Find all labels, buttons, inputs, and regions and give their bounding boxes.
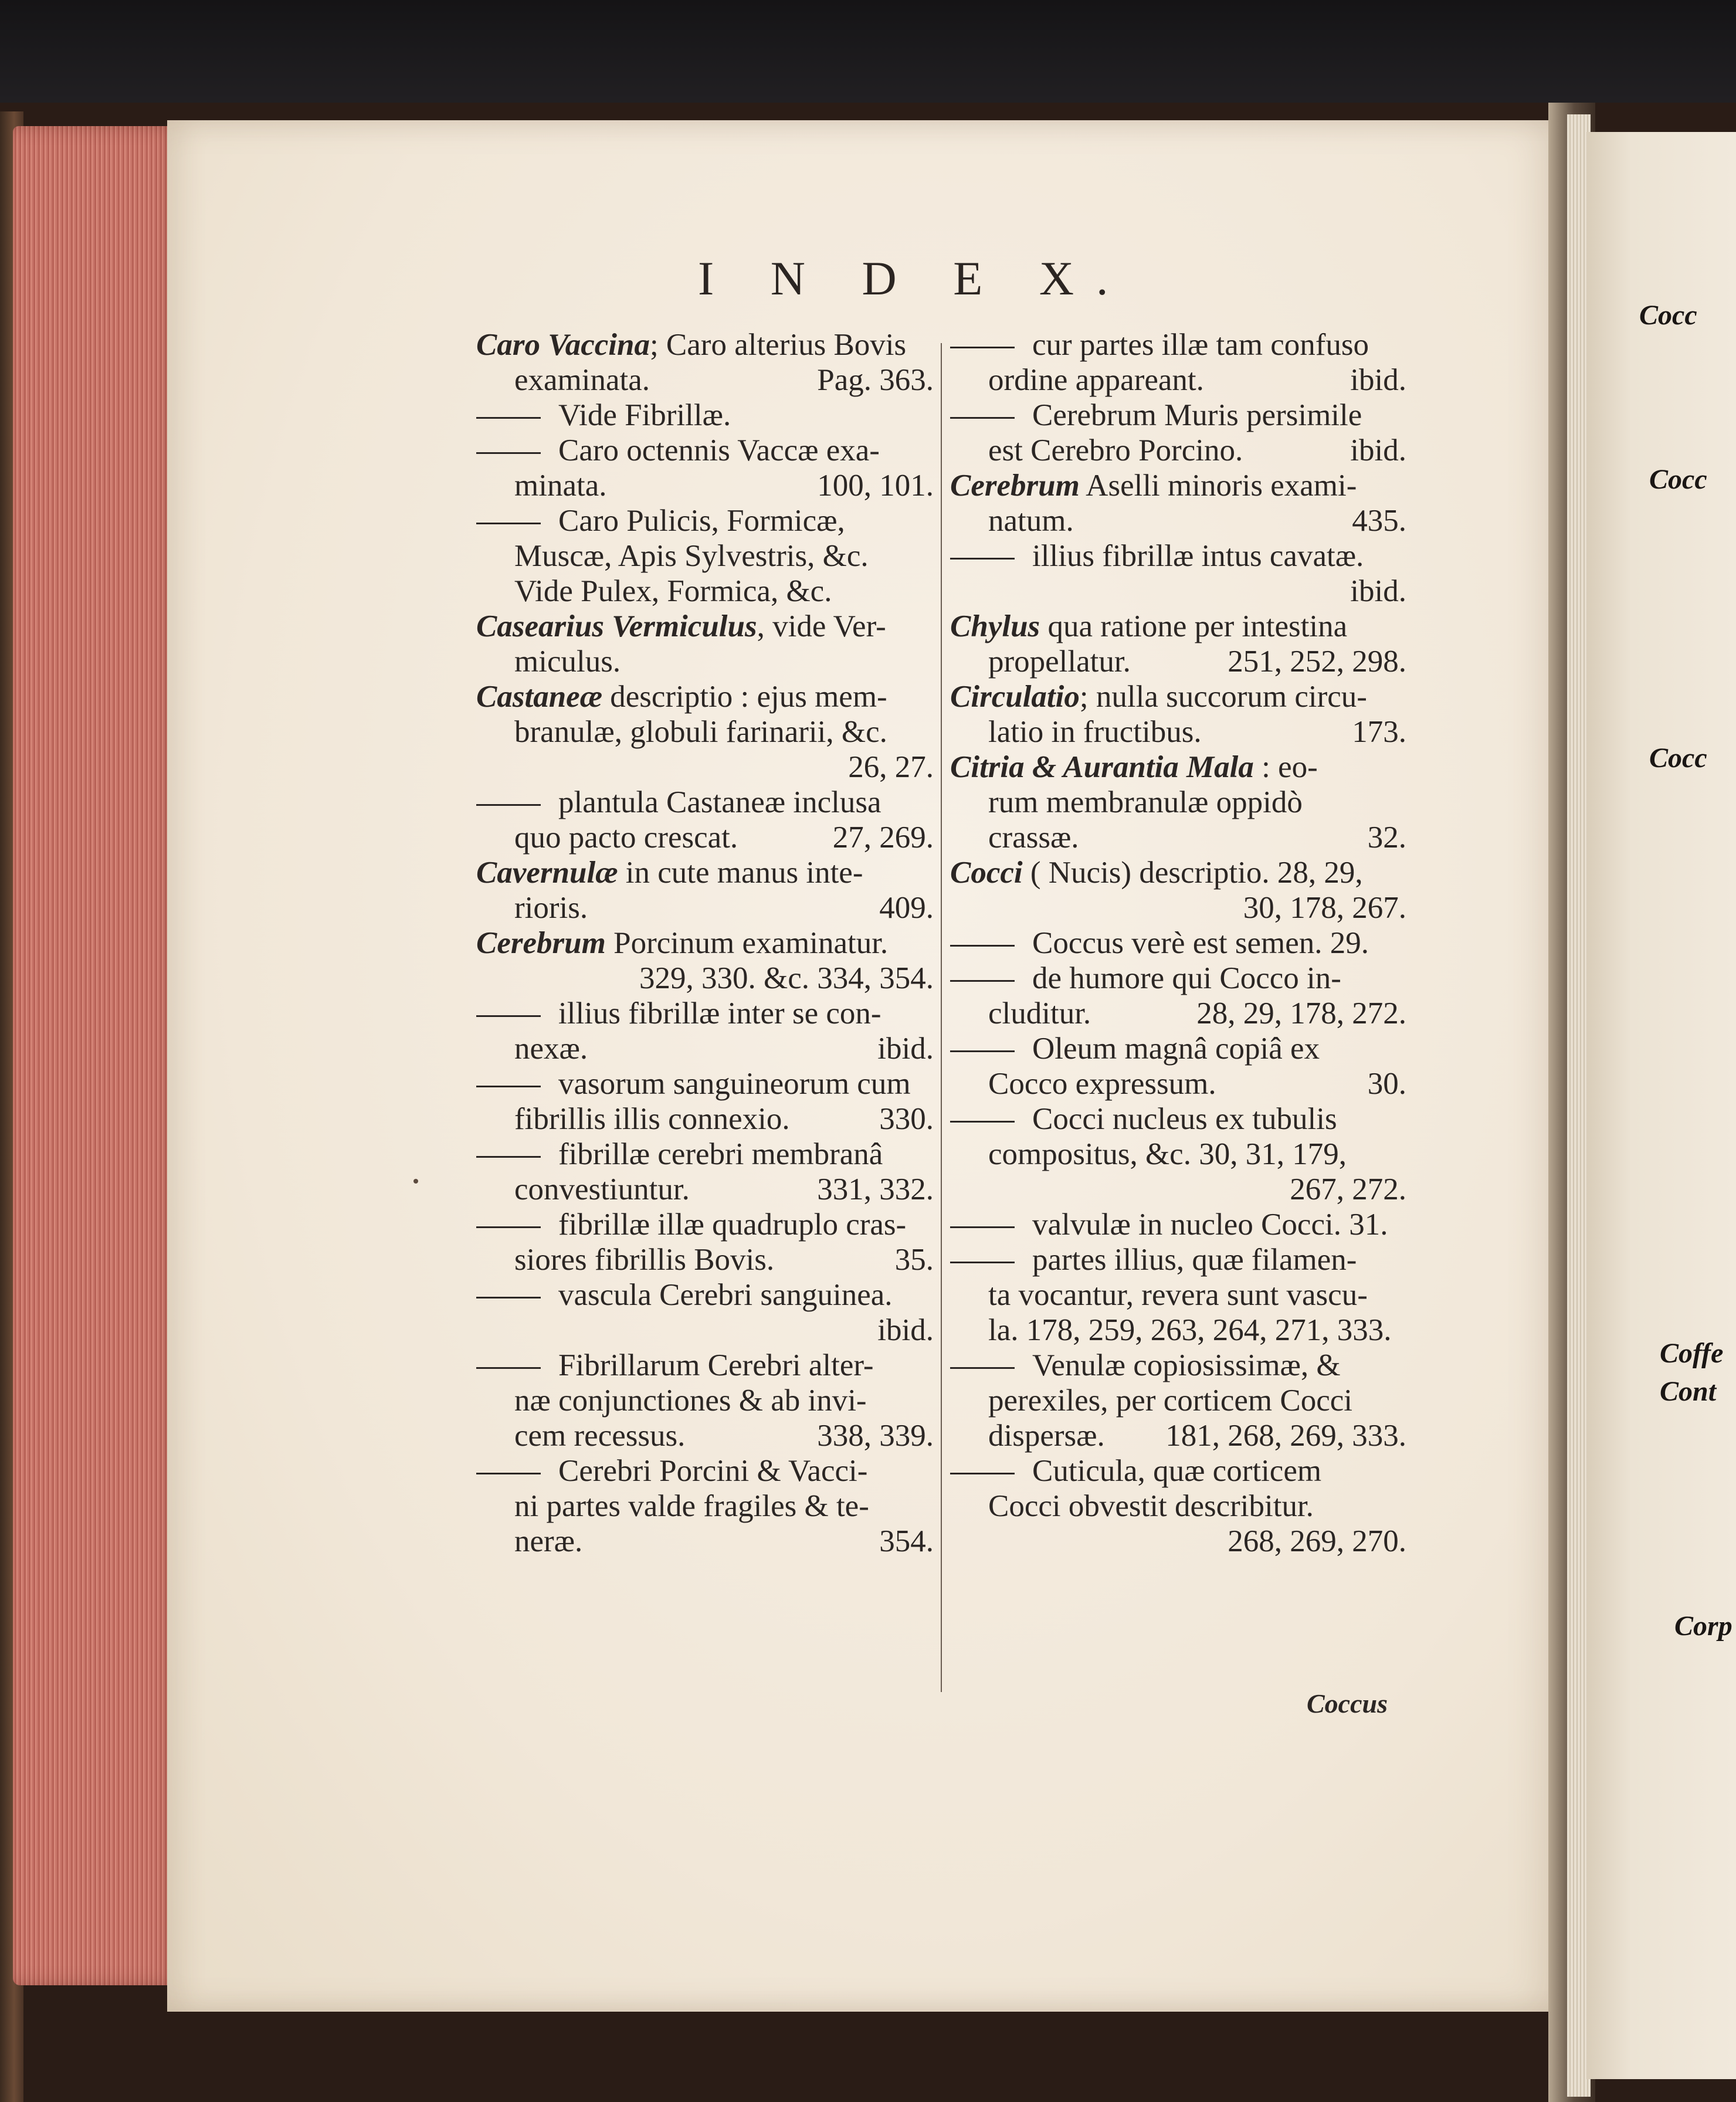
- entry-text: nexæ.: [514, 1032, 588, 1066]
- margin-fragment: Cocc: [1649, 464, 1707, 495]
- entry-text: Cocci obvestit describitur.: [988, 1489, 1314, 1523]
- entry-keyword: Cocci: [950, 856, 1023, 890]
- entry-text: latio in fructibus.: [988, 715, 1202, 749]
- entry-text: Vide Pulex, Formica, &c.: [514, 574, 832, 608]
- index-entry-line: [950, 996, 1406, 1031]
- entry-text: Coccus verè est semen. 29.: [1032, 926, 1369, 960]
- ditto-dash: [950, 417, 1015, 419]
- background-top: [0, 0, 1736, 117]
- ditto-dash: [476, 452, 541, 454]
- index-entry-line: [476, 1031, 934, 1066]
- page-reference: 30.: [1367, 1067, 1406, 1101]
- index-column-right: [950, 327, 1406, 1559]
- page-reference: 26, 27.: [848, 750, 934, 784]
- ditto-dash: [950, 1473, 1015, 1474]
- entry-text: convestiuntur.: [514, 1172, 690, 1206]
- page-reference: 354.: [879, 1524, 934, 1558]
- entry-text: valvulæ in nucleo Cocci. 31.: [1032, 1208, 1388, 1242]
- index-entry-line: [476, 1207, 934, 1242]
- index-entry-line: [476, 679, 934, 714]
- entry-text: compositus, &c. 30, 31, 179,: [988, 1137, 1347, 1171]
- index-entry-line: [476, 1489, 934, 1524]
- entry-text: ni partes valde fragiles & te-: [514, 1489, 869, 1523]
- index-entry-line: [476, 961, 934, 996]
- entry-text: Cocci nucleus ex tubulis: [1032, 1102, 1337, 1136]
- margin-fragment: Cocc: [1639, 300, 1697, 331]
- index-entry-line: [950, 398, 1406, 433]
- index-entry-line: [476, 574, 934, 609]
- ditto-dash: [476, 523, 541, 524]
- entry-text: natum.: [988, 504, 1074, 538]
- index-entry-line: [476, 1524, 934, 1559]
- entry-text: minata.: [514, 469, 607, 503]
- entry-keyword: Cavernulæ: [476, 856, 618, 890]
- entry-text: Cuticula, quæ corticem: [1032, 1454, 1322, 1488]
- entry-text: Chylus qua ratione per intestina: [950, 609, 1348, 643]
- page-reference: 267, 272.: [1290, 1172, 1406, 1206]
- entry-text: de humore qui Cocco in-: [1032, 961, 1341, 995]
- ditto-dash: [476, 1367, 541, 1369]
- index-column-left: [476, 327, 934, 1559]
- index-entry-line: [950, 1348, 1406, 1383]
- page-reference: 28, 29, 178, 272.: [1196, 996, 1406, 1030]
- index-entry-line: [476, 1418, 934, 1453]
- entry-text: fibrillæ cerebri membranâ: [558, 1137, 883, 1171]
- entry-text: fibrillis illis connexio.: [514, 1102, 790, 1136]
- entry-text: cem recessus.: [514, 1419, 686, 1453]
- page-reference: 331, 332.: [817, 1172, 934, 1206]
- entry-keyword: Chylus: [950, 609, 1040, 643]
- entry-text: Caro Vaccina; Caro alterius Bovis: [476, 328, 907, 362]
- ditto-dash: [950, 1121, 1015, 1123]
- entry-text: neræ.: [514, 1524, 583, 1558]
- entry-text: Caro octennis Vaccæ exa-: [558, 433, 880, 467]
- index-entry-line: [950, 609, 1406, 644]
- index-entry-line: [950, 714, 1406, 750]
- entry-keyword: Castaneæ: [476, 680, 602, 714]
- entry-text: næ conjunctiones & ab invi-: [514, 1384, 867, 1418]
- margin-fragment: Cocc: [1649, 743, 1707, 774]
- entry-text: Cerebrum Aselli minoris exami-: [950, 469, 1357, 503]
- index-entry-line: [476, 1313, 934, 1348]
- entry-text: Muscæ, Apis Sylvestris, &c.: [514, 539, 869, 573]
- page-reference: 32.: [1367, 821, 1406, 855]
- index-entry-line: [950, 644, 1406, 679]
- index-entry-line: [476, 1453, 934, 1489]
- index-entry-line: [950, 433, 1406, 468]
- index-entry-line: [476, 1137, 934, 1172]
- page-reference: ibid.: [1350, 433, 1406, 467]
- index-entry-line: [950, 503, 1406, 538]
- page-reference: 338, 339.: [817, 1419, 934, 1453]
- page-edges: [13, 126, 183, 1985]
- entry-text: Venulæ copiosissimæ, &: [1032, 1348, 1341, 1382]
- entry-text: miculus.: [514, 645, 621, 679]
- ditto-dash: [950, 1262, 1015, 1263]
- entry-text: Citria & Aurantia Mala : eo-: [950, 750, 1318, 784]
- index-entry-line: [950, 1418, 1406, 1453]
- entry-text: Cavernulæ in cute manus inte-: [476, 856, 863, 890]
- entry-text: cur partes illæ tam confuso: [1032, 328, 1369, 362]
- index-entry-line: [950, 1277, 1406, 1313]
- entry-text: quo pacto crescat.: [514, 821, 738, 855]
- ditto-dash: [476, 1473, 541, 1474]
- index-entry-line: [950, 1524, 1406, 1559]
- entry-text: vascula Cerebri sanguinea.: [558, 1278, 893, 1312]
- index-entry-line: [950, 785, 1406, 820]
- entry-text: vasorum sanguineorum cum: [558, 1067, 911, 1101]
- page-reference: 35.: [894, 1243, 934, 1277]
- page-reference: ibid.: [877, 1032, 934, 1066]
- index-entry-line: [950, 855, 1406, 890]
- ditto-dash: [950, 558, 1015, 560]
- entry-text: la. 178, 259, 263, 264, 271, 333.: [988, 1313, 1392, 1347]
- ditto-dash: [476, 417, 541, 419]
- entry-text: illius fibrillæ intus cavatæ.: [1032, 539, 1364, 573]
- index-entry-line: [476, 1383, 934, 1418]
- entry-keyword: Cerebrum: [950, 469, 1080, 503]
- entry-text: est Cerebro Porcino.: [988, 433, 1243, 467]
- index-entry-line: [476, 1172, 934, 1207]
- ditto-dash: [476, 1086, 541, 1087]
- index-entry-line: [476, 996, 934, 1031]
- index-entry-line: [950, 1066, 1406, 1101]
- index-entry-line: [950, 1242, 1406, 1277]
- entry-text: Fibrillarum Cerebri alter-: [558, 1348, 874, 1382]
- entry-text: Vide Fibrillæ.: [558, 398, 731, 432]
- entry-keyword: Casearius Vermiculus: [476, 609, 757, 643]
- facing-page: [1586, 132, 1736, 2079]
- entry-text: ta vocantur, revera sunt vascu-: [988, 1278, 1368, 1312]
- index-entry-line: [950, 1137, 1406, 1172]
- entry-text: fibrillæ illæ quadruplo cras-: [558, 1208, 907, 1242]
- index-entry-line: [950, 1453, 1406, 1489]
- column-rule: [941, 343, 942, 1692]
- index-entry-line: [950, 925, 1406, 961]
- entry-text: rum membranulæ oppidò: [988, 785, 1303, 819]
- index-entry-line: [950, 1383, 1406, 1418]
- page-reference: ibid.: [1350, 574, 1406, 608]
- page-title: I N D E X.: [698, 252, 1131, 305]
- index-entry-line: [950, 468, 1406, 503]
- index-entry-line: [476, 538, 934, 574]
- entry-text: perexiles, per corticem Cocci: [988, 1384, 1352, 1418]
- index-entry-line: [950, 961, 1406, 996]
- entry-text: illius fibrillæ inter se con-: [558, 996, 881, 1030]
- ditto-dash: [950, 347, 1015, 348]
- page-reference: Pag. 363.: [817, 363, 934, 397]
- index-entry-line: [476, 925, 934, 961]
- index-entry-line: [950, 1172, 1406, 1207]
- entry-text: propellatur.: [988, 645, 1131, 679]
- index-entry-line: [476, 1277, 934, 1313]
- page-reference: ibid.: [1350, 363, 1406, 397]
- index-entry-line: [950, 1313, 1406, 1348]
- entry-text: rioris.: [514, 891, 588, 925]
- index-entry-line: [476, 609, 934, 644]
- index-entry-line: [476, 855, 934, 890]
- page-reference: 173.: [1352, 715, 1406, 749]
- index-entry-line: [950, 538, 1406, 574]
- entry-text: crassæ.: [988, 821, 1079, 855]
- ditto-dash: [476, 1015, 541, 1017]
- ditto-dash: [950, 1367, 1015, 1369]
- ditto-dash: [950, 1050, 1015, 1052]
- entry-text: Circulatio; nulla succorum circu-: [950, 680, 1367, 714]
- entry-text: branulæ, globuli farinarii, &c.: [514, 715, 887, 749]
- index-entry-line: [950, 1489, 1406, 1524]
- index-entry-line: [476, 398, 934, 433]
- entry-text: Cocci ( Nucis) descriptio. 28, 29,: [950, 856, 1363, 890]
- index-entry-line: [476, 327, 934, 362]
- index-entry-line: [950, 820, 1406, 855]
- index-entry-line: [950, 327, 1406, 362]
- index-entry-line: [476, 1242, 934, 1277]
- index-entry-line: [476, 468, 934, 503]
- entry-text: partes illius, quæ filamen-: [1032, 1243, 1357, 1277]
- index-entry-line: [476, 1101, 934, 1137]
- catchword: Coccus: [1307, 1689, 1388, 1718]
- page-reference: 435.: [1352, 504, 1406, 538]
- entry-text: siores fibrillis Bovis.: [514, 1243, 775, 1277]
- index-entry-line: [950, 1101, 1406, 1137]
- entry-text: Cerebrum Porcinum examinatur.: [476, 926, 889, 960]
- index-entry-line: [476, 644, 934, 679]
- page-reference: 251, 252, 298.: [1228, 645, 1406, 679]
- ditto-dash: [476, 1226, 541, 1228]
- index-entry-line: [950, 1031, 1406, 1066]
- entry-text: dispersæ.: [988, 1419, 1105, 1453]
- index-entry-line: [476, 714, 934, 750]
- entry-text: Castaneæ descriptio : ejus mem-: [476, 680, 887, 714]
- index-entry-line: [950, 1207, 1406, 1242]
- index-entry-line: [476, 750, 934, 785]
- ditto-dash: [476, 1297, 541, 1299]
- page-reference: 30, 178, 267.: [1243, 891, 1406, 925]
- entry-keyword: Circulatio: [950, 680, 1080, 714]
- page-reference: 268, 269, 270.: [1228, 1524, 1406, 1558]
- page-reference: 100, 101.: [817, 469, 934, 503]
- entry-text: Caro Pulicis, Formicæ,: [558, 504, 845, 538]
- index-entry-line: [476, 820, 934, 855]
- index-entry-line: [476, 362, 934, 398]
- page-reference: 409.: [879, 891, 934, 925]
- entry-text: cluditur.: [988, 996, 1091, 1030]
- entry-text: Oleum magnâ copiâ ex: [1032, 1032, 1320, 1066]
- index-entry-line: [476, 890, 934, 925]
- ink-spot: [413, 1179, 418, 1184]
- index-entry-line: [950, 679, 1406, 714]
- page-reference: 329, 330. &c. 334, 354.: [639, 961, 934, 995]
- ditto-dash: [950, 945, 1015, 947]
- entry-keyword: Citria & Aurantia Mala: [950, 750, 1254, 784]
- page-reference: ibid.: [877, 1313, 934, 1347]
- index-entry-line: [476, 433, 934, 468]
- entry-keyword: Cerebrum: [476, 926, 606, 960]
- index-entry-line: [476, 785, 934, 820]
- ditto-dash: [476, 1156, 541, 1158]
- entry-keyword: Caro Vaccina: [476, 328, 650, 362]
- index-entry-line: [950, 574, 1406, 609]
- margin-fragment: Coffe: [1660, 1338, 1724, 1369]
- index-entry-line: [950, 750, 1406, 785]
- entry-text: Cerebrum Muris persimile: [1032, 398, 1362, 432]
- ditto-dash: [950, 980, 1015, 982]
- entry-text: Cerebri Porcini & Vacci-: [558, 1454, 868, 1488]
- entry-text: Casearius Vermiculus, vide Ver-: [476, 609, 886, 643]
- entry-text: examinata.: [514, 363, 650, 397]
- margin-fragment: Corp: [1674, 1611, 1732, 1642]
- ditto-dash: [950, 1226, 1015, 1228]
- ditto-dash: [476, 804, 541, 806]
- entry-text: ordine appareant.: [988, 363, 1204, 397]
- page-reference: 181, 268, 269, 333.: [1165, 1419, 1406, 1453]
- index-entry-line: [950, 362, 1406, 398]
- entry-text: plantula Castaneæ inclusa: [558, 785, 881, 819]
- index-entry-line: [476, 1348, 934, 1383]
- page-reference: 330.: [879, 1102, 934, 1136]
- page-reference: 27, 269.: [832, 821, 934, 855]
- index-entry-line: [476, 503, 934, 538]
- index-entry-line: [950, 890, 1406, 925]
- index-entry-line: [476, 1066, 934, 1101]
- entry-text: Cocco expressum.: [988, 1067, 1216, 1101]
- margin-fragment: Cont: [1660, 1376, 1717, 1407]
